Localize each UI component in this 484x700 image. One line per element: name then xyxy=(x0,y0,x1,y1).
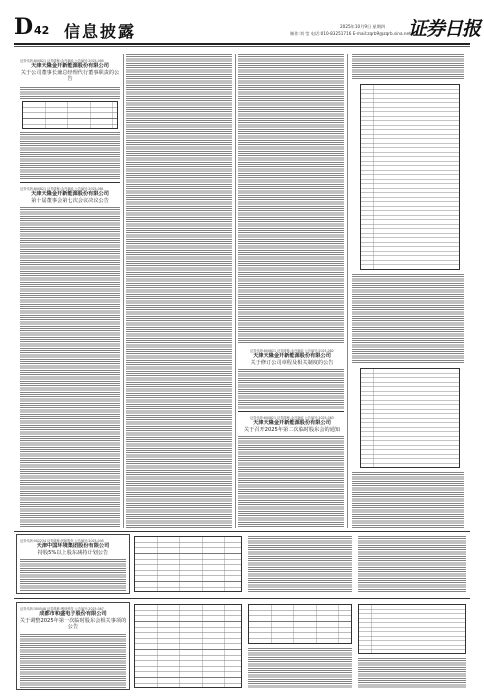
header-rule xyxy=(14,43,470,45)
section-title: 信息披露 xyxy=(64,22,137,41)
newspaper-masthead: 证券日报 xyxy=(408,18,481,40)
announcement-code: 证券代码:600821 证券简称:金开新能 公告编号:2025-083 xyxy=(250,416,334,420)
text-column xyxy=(20,559,126,591)
text-column xyxy=(248,648,352,688)
text-column xyxy=(358,536,466,592)
announcement-title-1 xyxy=(20,63,120,83)
announcement-title-4 xyxy=(240,420,344,433)
header-rule-thin xyxy=(14,46,470,47)
text-column xyxy=(238,436,344,528)
text-column xyxy=(20,87,120,99)
section-divider xyxy=(20,182,120,183)
text-column xyxy=(20,207,120,528)
announcement-title-3 xyxy=(240,353,344,366)
editor-contact: 制作:刘 莹 电话:010-83251716 E-mail:zqrb9@zqrb.sina.net xyxy=(290,31,411,36)
announcement-code: 证券代码:600821 证券简称:金开新能 公告编号:2025-081 xyxy=(20,187,104,191)
column-rule xyxy=(235,54,236,528)
announcement-heading: 关于召开2025年第二次临时股东会的通知 xyxy=(243,426,341,433)
announcement-code: 证券代码:600821 证券简称:金开新能 公告编号:2025-082 xyxy=(250,349,334,353)
company-name: 天津天隆金开新能源股份有限公司 xyxy=(31,191,109,197)
section-divider xyxy=(14,531,470,532)
section-divider xyxy=(14,598,470,599)
text-column xyxy=(358,658,466,688)
page-letter: D xyxy=(14,14,33,40)
announcement-code: 证券代码:300548 证券简称:博创科技 公告编号:2025-067 xyxy=(20,607,104,611)
data-table xyxy=(134,536,242,592)
data-table xyxy=(248,604,352,644)
announcement-heading: 关于公司董事长兼总经理代行董事职责的公告 xyxy=(20,69,120,83)
announcement-code: 证券代码:002234 证券简称:民和股份 公告编号:2025-045 xyxy=(20,539,104,543)
announcement-heading: 关于修订公司章程及相关制度的公告 xyxy=(250,359,334,366)
announcement-title-5 xyxy=(18,543,128,556)
data-table xyxy=(360,368,460,468)
text-column xyxy=(238,369,344,409)
data-table xyxy=(358,604,466,654)
text-column xyxy=(352,54,464,80)
announcement-heading: 第十届董事会第七次会议决议公告 xyxy=(31,197,109,204)
company-name: 天津天隆金开新能源股份有限公司 xyxy=(253,353,331,359)
company-name: 天津天隆金开新能源股份有限公司 xyxy=(253,420,331,426)
company-name: 天津天隆金开新能源股份有限公司 xyxy=(31,63,109,69)
announcement-heading: 关于调整2025年第一次临时股东会相关事项的公告 xyxy=(19,617,127,631)
data-table xyxy=(134,604,242,688)
text-column xyxy=(248,536,352,592)
text-column xyxy=(20,634,126,688)
page-number: 42 xyxy=(34,24,50,37)
announcement-heading: 持股5%以上股东减持计划公告 xyxy=(37,549,109,556)
text-column xyxy=(352,274,464,364)
column-rule xyxy=(347,54,348,528)
text-column xyxy=(20,132,120,180)
announcement-title-6 xyxy=(18,611,128,631)
data-table xyxy=(22,101,118,129)
company-name: 天津中国环境集团股份有限公司 xyxy=(36,543,110,549)
text-column xyxy=(352,472,464,528)
announcement-title-2 xyxy=(20,191,120,204)
column-rule xyxy=(123,54,124,528)
announcement-code: 证券代码:600821 证券简称:金开新能 公告编号:2025-080 xyxy=(20,59,104,63)
data-table xyxy=(360,84,460,270)
text-column xyxy=(126,54,232,528)
issue-date: 2025年10月9日 星期四 xyxy=(340,24,386,29)
page-header xyxy=(0,0,484,46)
company-name: 成都市和盛电子股份有限公司 xyxy=(39,611,107,617)
text-column xyxy=(238,54,344,344)
section-divider xyxy=(238,411,344,412)
